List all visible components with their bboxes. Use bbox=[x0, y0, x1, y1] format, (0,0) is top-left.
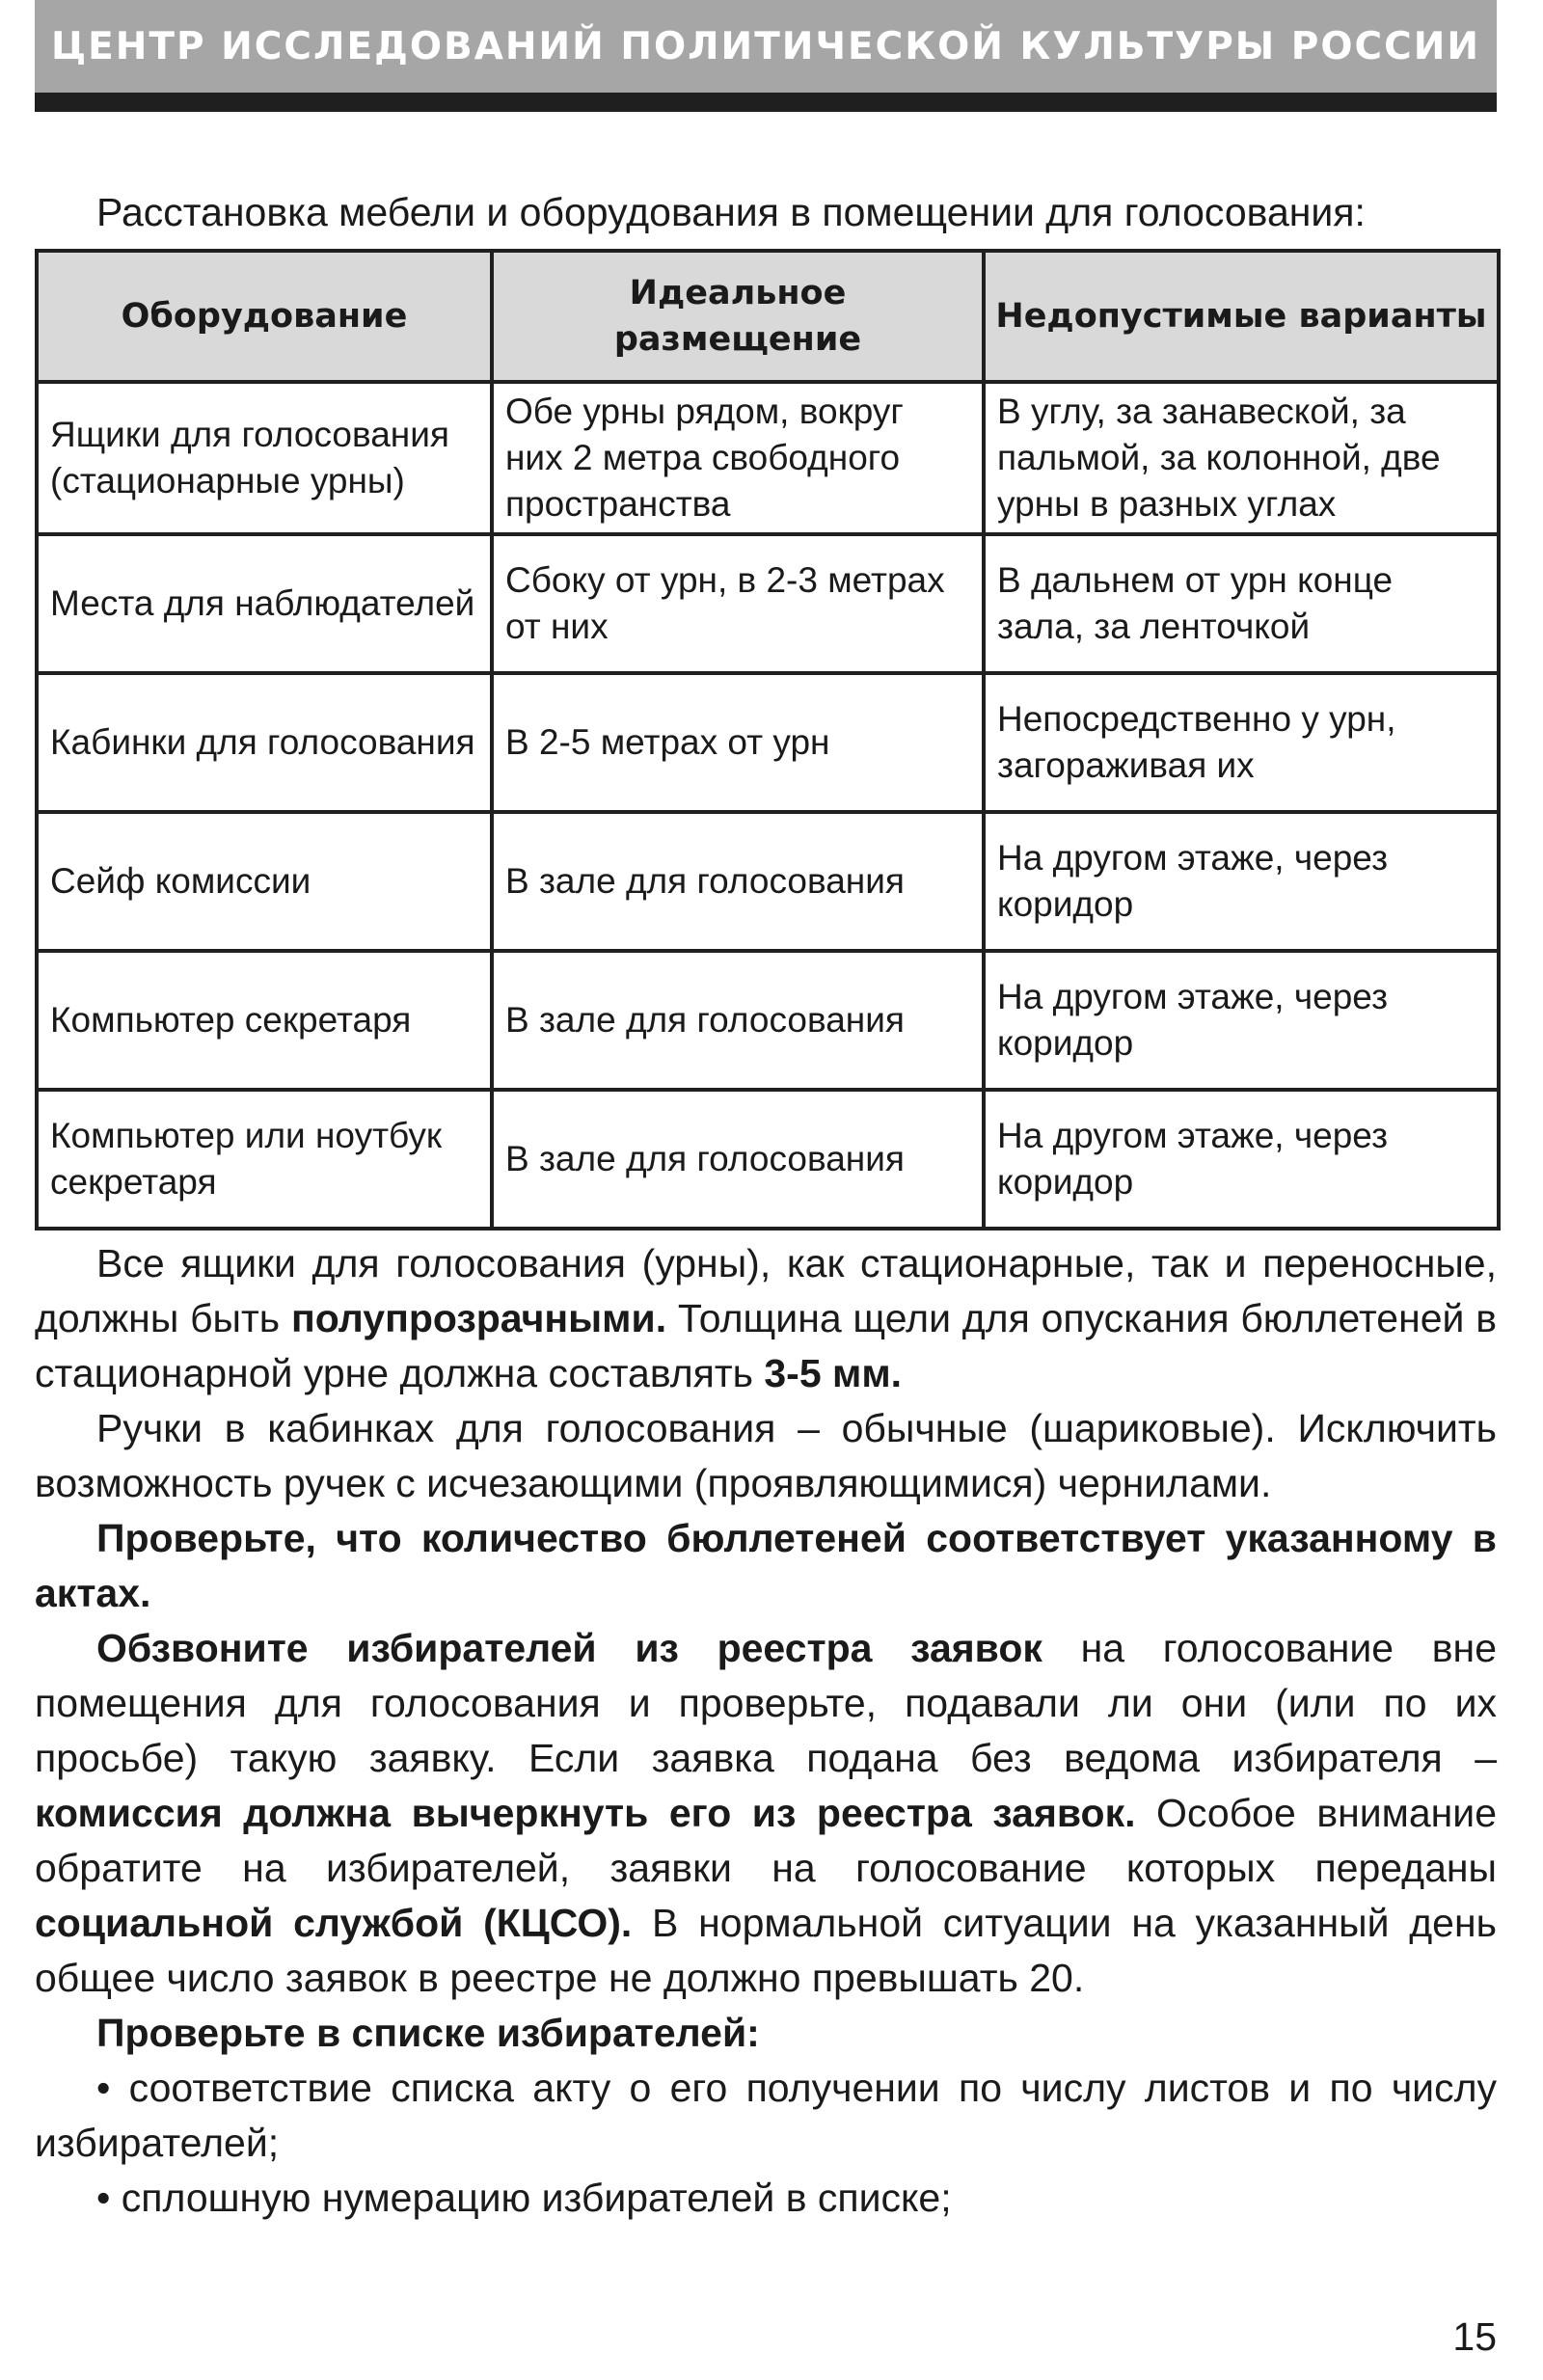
table-cell: Места для наблюдателей bbox=[37, 534, 492, 673]
emphasis: Проверьте, что количество бюллетеней соответствует указанному в актах. bbox=[35, 1516, 1497, 1615]
table-row bbox=[37, 382, 1499, 534]
header-forbidden: Недопустимые варианты bbox=[984, 251, 1499, 382]
paragraph-registry bbox=[35, 1621, 1497, 2006]
body-text bbox=[35, 1236, 1497, 2226]
text-run: В нормальной ситуации на указанный день общее число заявок в реестре не должно превышать 20. bbox=[35, 1901, 1497, 2000]
paragraph-list-check bbox=[35, 2006, 1497, 2061]
table-row bbox=[37, 534, 1499, 673]
emphasis: 3-5 мм. bbox=[764, 1351, 903, 1395]
text-run: Толщина щели для опускания бюллетеней в стационарной урне должна составлять bbox=[35, 1296, 1497, 1395]
paragraph-ballots bbox=[35, 1511, 1497, 1621]
table-cell: Обе урны рядом, вокруг них 2 метра свободного пространства bbox=[492, 382, 984, 534]
placement-table bbox=[35, 249, 1501, 1231]
table-row bbox=[37, 812, 1499, 951]
header-title: ЦЕНТР ИССЛЕДОВАНИЙ ПОЛИТИЧЕСКОЙ КУЛЬТУРЫ РОССИИ bbox=[50, 24, 1481, 68]
bullet-item: • соответствие списка акту о его получении по числу листов и по числу избирателей; bbox=[35, 2066, 1497, 2165]
table-cell: Непосредственно у урн, загораживая их bbox=[984, 673, 1499, 812]
page-number: 15 bbox=[1452, 2314, 1497, 2359]
table-row bbox=[37, 1090, 1499, 1229]
emphasis: Проверьте в списке избирателей: bbox=[96, 2011, 760, 2055]
emphasis: Обзвоните избирателей из реестра заявок bbox=[96, 1626, 1042, 1670]
emphasis: социальной службой (КЦСО). bbox=[35, 1901, 633, 1945]
table-row bbox=[37, 673, 1499, 812]
paragraph-urns bbox=[35, 1236, 1497, 1401]
table-cell: В зале для голосования bbox=[492, 812, 984, 951]
table-cell: Сбоку от урн, в 2-3 метрах от них bbox=[492, 534, 984, 673]
table-cell: На другом этаже, через коридор bbox=[984, 951, 1499, 1090]
table-cell: Компьютер или ноутбук секретаря bbox=[37, 1090, 492, 1229]
table-cell: В 2-5 метрах от урн bbox=[492, 673, 984, 812]
header-bar bbox=[35, 93, 1497, 112]
table-cell: На другом этаже, через коридор bbox=[984, 1090, 1499, 1229]
table-cell: В углу, за занавеской, за пальмой, за колонной, две урны в разных углах bbox=[984, 382, 1499, 534]
header-ideal: Идеальное размещение bbox=[492, 251, 984, 382]
table-cell: Сейф комиссии bbox=[37, 812, 492, 951]
table-intro: Расстановка мебели и оборудования в помещении для голосования: bbox=[96, 190, 1366, 234]
table-cell: Компьютер секретаря bbox=[37, 951, 492, 1090]
table-cell: В зале для голосования bbox=[492, 951, 984, 1090]
text-run: на голосование вне помещения для голосования и проверьте, подавали ли они (или по их просьбе) такую заявку. Если заявка подана без ведома избирателя – bbox=[35, 1626, 1498, 1780]
text-run: Особое внимание обратите на избирателей, заявки на голосование которых переданы bbox=[35, 1791, 1497, 1890]
table-cell: На другом этаже, через коридор bbox=[984, 812, 1499, 951]
table-cell: Ящики для голосования (стационарные урны) bbox=[37, 382, 492, 534]
table-cell: В дальнем от урн конце зала, за ленточкой bbox=[984, 534, 1499, 673]
table-cell: Кабинки для голосования bbox=[37, 673, 492, 812]
emphasis: комиссия должна вычеркнуть его из реестра заявок. bbox=[35, 1791, 1136, 1835]
page-header bbox=[35, 0, 1497, 93]
paragraph-pens: Ручки в кабинках для голосования – обычные (шариковые). Исключить возможность ручек с исчезающими (проявляющимися) чернилами. bbox=[35, 1406, 1497, 1505]
text-run: Все ящики для голосования (урны), как стационарные, так и переносные, должны быть bbox=[35, 1241, 1497, 1340]
bullet-item: • сплошную нумерацию избирателей в списке; bbox=[96, 2176, 952, 2220]
table-header-row bbox=[37, 251, 1499, 382]
table-cell: В зале для голосования bbox=[492, 1090, 984, 1229]
table-row bbox=[37, 951, 1499, 1090]
emphasis: полупрозрачными. bbox=[290, 1296, 667, 1340]
header-equipment: Оборудование bbox=[37, 251, 492, 382]
